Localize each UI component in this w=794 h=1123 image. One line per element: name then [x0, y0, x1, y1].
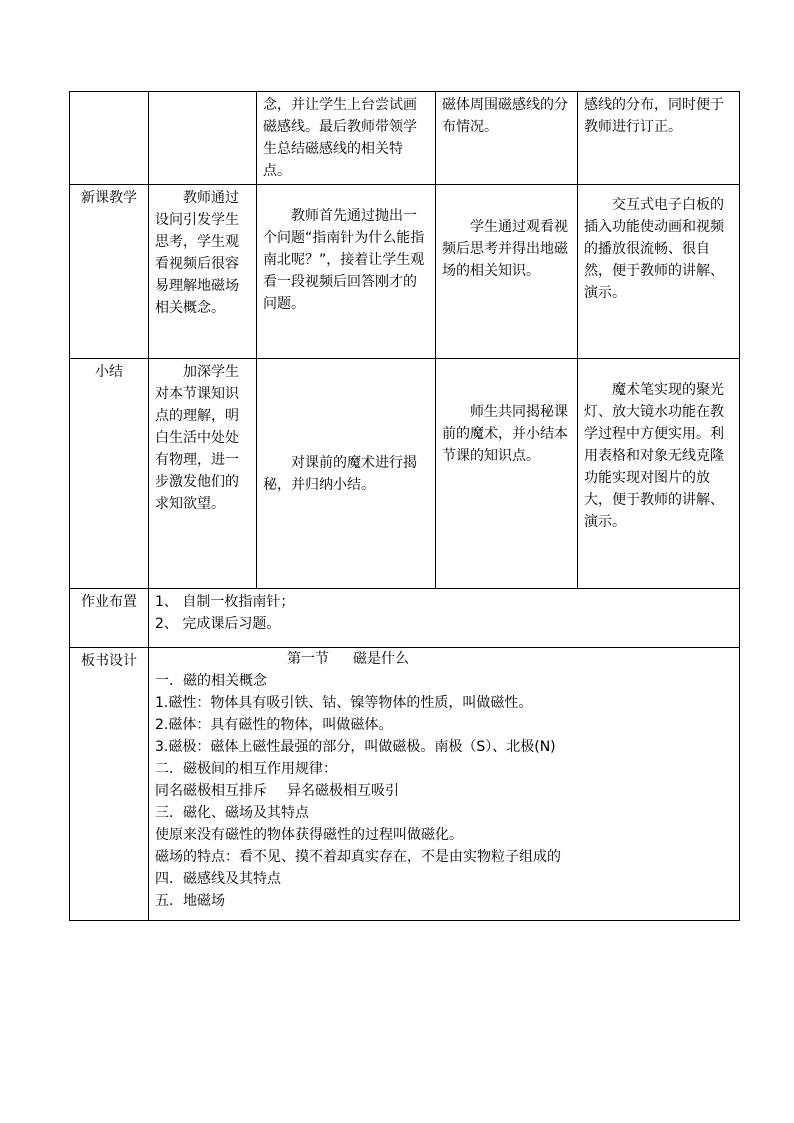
homework-item: 2、 完成课后习题。 — [155, 616, 281, 632]
row-label-board-design: 板书设计 — [70, 648, 149, 921]
cell-empty-intent — [149, 92, 257, 185]
board-line: 3.磁极：磁体上磁性最强的部分，叫做磁极。南极（S）、北极(N) — [155, 739, 556, 755]
row-label-new-lesson: 新课教学 — [70, 185, 149, 359]
cell-student-activity: 磁体周围磁感线的分布情况。 — [436, 92, 578, 185]
cell-teacher-activity: 对课前的魔术进行揭秘，并归纳小结。 — [257, 359, 436, 589]
lesson-plan-table — [69, 91, 740, 921]
cell-teacher-activity: 念，并让学生上台尝试画磁感线。最后教师带领学生总结磁感线的相关特点。 — [257, 92, 436, 185]
board-line: 二．磁极间的相互作用规律： — [155, 761, 337, 777]
board-line: 三．磁化、磁场及其特点 — [155, 805, 309, 821]
row-label-homework: 作业布置 — [70, 589, 149, 648]
cell-student-activity: 师生共同揭秘课前的魔术，并小结本节课的知识点。 — [436, 359, 578, 589]
cell-student-activity: 学生通过观看视频后思考并得出地磁场的相关知识。 — [436, 185, 578, 359]
board-section-title: 磁是什么 — [353, 651, 409, 667]
board-title — [155, 648, 733, 670]
board-rule-repel: 同名磁极相互排斥 — [155, 783, 267, 799]
cell-board-content — [149, 648, 740, 921]
table-row-board-design — [70, 648, 740, 921]
row-label-summary: 小结 — [70, 359, 149, 589]
cell-tech-use: 魔术笔实现的聚光灯、放大镜水功能在教学过程中方便实用。利用表格和对象无线克隆功能实现对图片的放大，便于教师的讲解、演示。 — [578, 359, 740, 589]
board-line: 1.磁性：物体具有吸引铁、钴、镍等物体的性质，叫做磁性。 — [155, 695, 533, 711]
board-section-number: 第一节 — [287, 651, 329, 667]
board-line — [155, 780, 733, 802]
cell-tech-use: 交互式电子白板的插入功能使动画和视频的播放很流畅、很自然，便于教师的讲解、演示。 — [578, 185, 740, 359]
board-line: 2.磁体：具有磁性的物体，叫做磁体。 — [155, 717, 393, 733]
cell-empty-label — [70, 92, 149, 185]
board-line: 四．磁感线及其特点 — [155, 871, 281, 887]
cell-homework-list — [149, 589, 740, 648]
cell-tech-use: 感线的分布，同时便于教师进行订正。 — [578, 92, 740, 185]
board-line: 一．磁的相关概念 — [155, 673, 267, 689]
cell-design-intent: 加深学生对本节课知识点的理解，明白生活中处处有物理，进一步激发他们的求知欲望。 — [149, 359, 257, 589]
table-row-summary — [70, 359, 740, 589]
board-rule-attract: 异名磁极相互吸引 — [287, 783, 399, 799]
board-line: 使原来没有磁性的物体获得磁性的过程叫做磁化。 — [155, 827, 463, 843]
homework-item: 1、 自制一枚指南针； — [155, 594, 295, 610]
table-row-new-lesson — [70, 185, 740, 359]
cell-design-intent: 教师通过设问引发学生思考，学生观看视频后很容易理解地磁场相关概念。 — [149, 185, 257, 359]
board-line: 五．地磁场 — [155, 893, 225, 909]
cell-teacher-activity: 教师首先通过抛出一个问题“指南针为什么能指南北呢？”，接着让学生观看一段视频后回答刚才的问题。 — [257, 185, 436, 359]
table-row-continued — [70, 92, 740, 185]
board-line: 磁场的特点：看不见、摸不着却真实存在，不是由实物粒子组成的 — [155, 849, 561, 865]
table-row-homework — [70, 589, 740, 648]
